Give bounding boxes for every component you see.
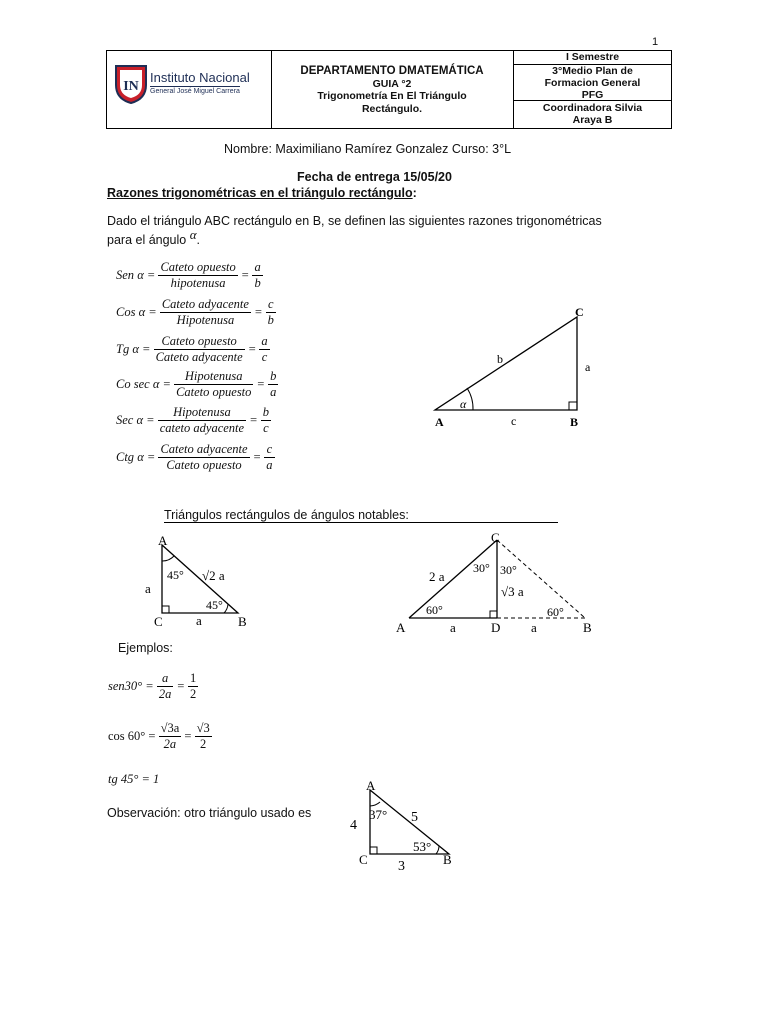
- vertex-a-label: A: [396, 620, 406, 635]
- example-2-result-den: 2: [200, 737, 207, 751]
- guide-number: GUIA °2: [372, 77, 412, 90]
- example-1-result-den: 2: [190, 687, 197, 701]
- ratio-value: $\frac{b}{c}$: [262, 405, 270, 435]
- vertex-b-label: B: [443, 852, 452, 867]
- angle-30-right-label: 30°: [500, 563, 517, 577]
- example-2-den: 2a: [163, 737, 177, 751]
- ratio-function: Tg α =: [116, 342, 154, 356]
- ratio-row: Sen α = $\frac{\text{Cateto opuesto}}{\text{hipotenusa}}$ = $\frac{a}{b}$: [116, 260, 261, 290]
- example-1-num: a: [157, 671, 174, 687]
- header-table: [106, 50, 672, 129]
- triangle-45: [140, 533, 260, 631]
- ratio-row: Tg α = $\frac{\text{Cateto opuesto}}{\text{Cateto adyacente}}$ = $\frac{a}{c}$: [116, 334, 268, 364]
- ratio-row: Co sec α = $\frac{\text{Hipotenusa}}{\text{Cateto opuesto}}$ = $\frac{b}{a}$: [116, 369, 277, 399]
- height-label: √3 a: [501, 584, 524, 599]
- side-b-label: b: [497, 352, 503, 366]
- vertex-a-label: A: [158, 533, 168, 548]
- title-cell: [271, 51, 514, 128]
- section-title: Razones trigonométricas en el triángulo rectángulo: [107, 186, 413, 200]
- alpha-symbol: α: [189, 227, 197, 242]
- vertex-c-label: C: [491, 530, 500, 545]
- triangle-30-60: [393, 528, 603, 636]
- ratio-row: Ctg α = $\frac{\text{Cateto adyacente}}{\text{Cateto opuesto}}$ = $\frac{c}{a}$: [116, 442, 273, 472]
- left-side-label: 2 a: [429, 569, 445, 584]
- side-c-label: c: [511, 414, 517, 428]
- logo-initials: IN: [123, 79, 139, 94]
- vertex-a-label: A: [435, 415, 444, 429]
- school-logo: [113, 63, 149, 105]
- info-cell: [514, 51, 671, 128]
- base-label: a: [196, 613, 202, 628]
- angle-a-label: 60°: [426, 603, 443, 617]
- example-1-den: 2a: [158, 687, 172, 701]
- base-2-label: a: [531, 620, 537, 635]
- ratio-row: Cos α = $\frac{\text{Cateto adyacente}}{\text{Hipotenusa}}$ = $\frac{c}{b}$: [116, 297, 274, 327]
- plan-cell: [514, 65, 671, 101]
- angle-b-label: 60°: [547, 605, 564, 619]
- examples-label: Ejemplos:: [118, 641, 173, 655]
- example-2-lhs: cos 60° =: [108, 729, 156, 743]
- ratio-value: $\frac{b}{a}$: [270, 369, 277, 399]
- ratio-value: $\frac{a}{b}$: [254, 260, 261, 290]
- coordinator-cell: [514, 101, 671, 127]
- ratio-function: Sec α =: [116, 413, 158, 427]
- section-colon: :: [412, 186, 417, 200]
- topic-line-1: Trigonometría En El Triángulo: [317, 90, 467, 102]
- example-1-eq: =: [176, 679, 185, 693]
- vertex-c-label: C: [575, 305, 584, 319]
- ratio-definition: $\frac{\text{Cateto opuesto}}{\text{hipotenusa}}$: [160, 260, 236, 290]
- side-label: a: [145, 581, 151, 596]
- example-1-lhs: sen30° =: [108, 679, 154, 693]
- coordinator-line-1: Coordinadora Silvia: [542, 102, 643, 114]
- semester: I Semestre: [514, 51, 671, 65]
- example-1-result-num: 1: [190, 671, 197, 685]
- example-2-eq: =: [184, 729, 192, 743]
- example-1: [108, 671, 198, 702]
- hypotenuse-5-label: 5: [411, 810, 418, 825]
- intro-line-2: [107, 227, 201, 248]
- ratio-definition: $\frac{\text{Cateto adyacente}}{\text{Hipotenusa}}$: [161, 297, 249, 327]
- vertex-b-label: B: [583, 620, 592, 635]
- example-2-num: √3a: [160, 721, 180, 735]
- side-4-label: 4: [350, 818, 357, 833]
- intro-period: .: [196, 233, 201, 247]
- ratio-function: Cos α =: [116, 305, 160, 319]
- ratio-function: Ctg α =: [116, 450, 159, 464]
- angle-53-label: 53°: [413, 839, 432, 854]
- angle-a-label: 45°: [167, 568, 184, 582]
- notable-title: Triángulos rectángulos de ángulos notables:: [164, 508, 558, 523]
- angle-b-label: 45°: [206, 598, 223, 612]
- ratio-function: Co sec α =: [116, 377, 175, 391]
- intro-line-1: Dado el triángulo ABC rectángulo en B, se definen las siguientes razones trigonométricas: [107, 214, 602, 228]
- coordinator-line-2: Araya B: [572, 114, 613, 126]
- example-2: [108, 721, 212, 752]
- vertex-c-label: C: [154, 614, 163, 629]
- logo-subtitle: General José Miguel Carrera: [150, 88, 240, 95]
- section-title-wrap: [107, 186, 417, 200]
- ratio-value: $\frac{c}{b}$: [267, 297, 274, 327]
- observation-text: Observación: otro triángulo usado es: [107, 806, 312, 820]
- ratio-definition: $\frac{\text{Hipotenusa}}{\text{cateto adyacente}}$: [159, 405, 245, 435]
- vertex-b-label: B: [570, 415, 579, 429]
- angle-37-label: 37°: [369, 807, 388, 822]
- ratio-row: Sec α = $\frac{\text{Hipotenusa}}{\text{cateto adyacente}}$ = $\frac{b}{c}$: [116, 405, 270, 435]
- logo-name: Instituto Nacional: [150, 70, 250, 85]
- plan-line-2: Formacion General: [544, 77, 641, 89]
- vertex-c-label: C: [359, 852, 368, 867]
- main-triangle: [425, 300, 605, 432]
- ratio-definition: $\frac{\text{Cateto opuesto}}{\text{Cateto adyacente}}$: [155, 334, 243, 364]
- base-1-label: a: [450, 620, 456, 635]
- example-3: tg 45° = 1: [108, 772, 160, 786]
- base-3-label: 3: [398, 859, 405, 874]
- triangle-345: [345, 778, 463, 874]
- page-number: 1: [652, 36, 659, 48]
- angle-30-left-label: 30°: [473, 561, 490, 575]
- angle-alpha-label: α: [460, 397, 467, 411]
- hypotenuse-label: √2 a: [202, 568, 225, 583]
- ratio-function: Sen α =: [116, 268, 159, 282]
- student-line: Nombre: Maximiliano Ramírez Gonzalez Curso: 3°L: [224, 142, 512, 156]
- plan-line-1: 3°Medio Plan de: [552, 65, 633, 77]
- department-title: DEPARTAMENTO DMATEMÁTICA: [300, 65, 484, 77]
- intro-text: para el ángulo: [107, 233, 187, 247]
- ratio-value: $\frac{c}{a}$: [266, 442, 273, 472]
- topic-line-2: Rectángulo.: [361, 102, 423, 115]
- ratio-value: $\frac{a}{c}$: [261, 334, 268, 364]
- ratio-definition: $\frac{\text{Hipotenusa}}{\text{Cateto opuesto}}$: [176, 369, 252, 399]
- vertex-b-label: B: [238, 614, 247, 629]
- plan-line-3: PFG: [581, 89, 604, 101]
- vertex-a-label: A: [366, 778, 376, 793]
- side-a-label: a: [585, 360, 591, 374]
- logo-cell: [107, 51, 272, 128]
- due-date: Fecha de entrega 15/05/20: [297, 170, 452, 184]
- ratio-definition: $\frac{\text{Cateto adyacente}}{\text{Cateto opuesto}}$: [160, 442, 248, 472]
- vertex-d-label: D: [491, 620, 501, 635]
- example-2-result-num: √3: [196, 721, 210, 735]
